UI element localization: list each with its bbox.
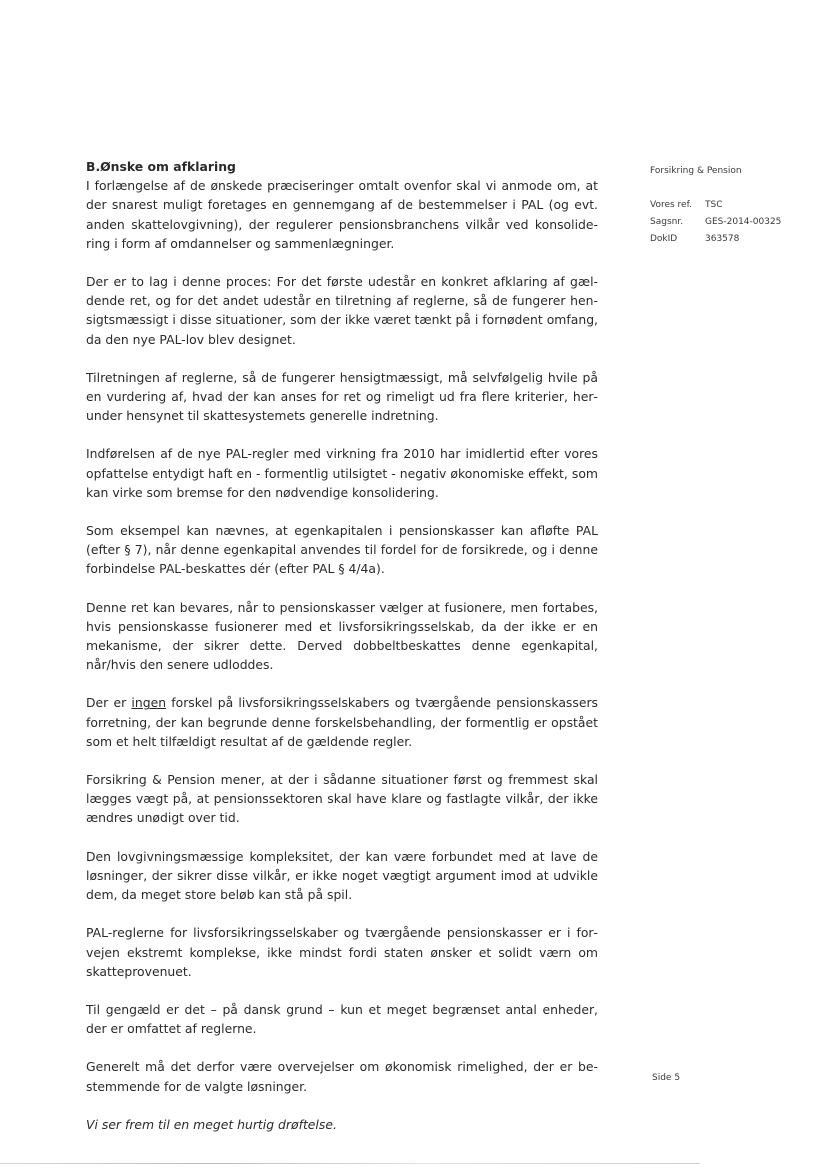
document-body [86, 157, 598, 1134]
page-number: Side 5 [652, 1073, 681, 1083]
paragraph-5: Som eksempel kan nævnes, at egenkapitalen i pensionskasser kan afløfte PAL (efter § 7), når denne egenkapital anvendes til fordel for de forsikrede, og i denne forbindelse PAL-beskattes dér (efter PAL § 4/4a). [86, 523, 598, 577]
paragraph-10: PAL-reglerne for livsforsikringsselskaber og tværgående pensionskasser er i forvejen ekstremt komplekse, ikke mindst fordi staten ønsker et solidt værn om skatteprovenuet. [86, 925, 598, 979]
section-heading: B.Ønske om afklaring [86, 159, 236, 174]
paragraph-11: Til gengæld er det – på dansk grund – kun et meget begrænset antal enheder, der er omfattet af reglerne. [86, 1001, 598, 1037]
paragraph-2: Der er to lag i denne proces: For det første udestår en konkret afklaring af gældende ret, og for det andet udestår en tilretning af reglerne, så de fungerer hensigtsmæssigt i disse situationer, som der ikke været tænkt på i fornødent omfang, da den nye PAL-lov blev designet. [86, 274, 598, 347]
p7-after: forskel på livsforsikringsselskabers og tværgående pensionskassers forretning, der kan begrunde denne forskelsbehandling, der formentlig er opstået som et helt tilfældigt resultat af de gældende regler. [86, 695, 598, 749]
meta-value: 363578 [705, 234, 740, 244]
sidebar-org: Forsikring & Pension [650, 166, 742, 176]
meta-row-ref [650, 197, 820, 214]
meta-value: TSC [705, 200, 723, 210]
meta-label: DokID [650, 234, 678, 244]
closing-line: Vi ser frem til en meget hurtig drøftelse. [86, 1116, 337, 1132]
meta-label: Sagsnr. [650, 217, 684, 227]
meta-label: Vores ref. [650, 200, 692, 210]
paragraph-1: I forlængelse af de ønskede præciseringer omtalt ovenfor skal vi anmode om, at der snarest muligt foretages en gennemgang af de bestemmelser i PAL (og evt. anden skattelovgivning), der regulerer pensionsbranchens vilkår ved konsolidering i form af omdannelser og sammenlægninger. [86, 178, 598, 251]
sidebar-meta [650, 163, 820, 248]
paragraph-12: Generelt må det derfor være overvejelser om økonomisk rimelighed, der er bestemmende for de valgte løsninger. [86, 1059, 598, 1094]
paragraph-4: Indførelsen af de nye PAL-regler med virkning fra 2010 har imidlertid efter vores opfattelse entydigt haft en - formentlig utilsigtet - negativ økonomiske effekt, som kan virke som bremse for den nødvendige konsolidering. [86, 446, 598, 500]
meta-row-dokid [650, 231, 820, 248]
paragraph-8: Forsikring & Pension mener, at der i sådanne situationer først og fremmest skal lægges vægt på, at pensionssektoren skal have klare og fastlagte vilkår, der ikke ændres unødigt over tid. [86, 772, 598, 826]
paragraph-3: Tilretningen af reglerne, så de fungerer hensigtmæssigt, må selvfølgelig hvile på en vurdering af, hvad der kan anses for ret og rimeligt ud fra flere kriterier, herunder hensynet til skattesystemets generelle indretning. [86, 369, 598, 424]
p7-before: Der er [86, 695, 132, 711]
p7-underlined: ingen [131, 695, 167, 711]
paragraph-7 [86, 693, 598, 751]
scan-edge-line [0, 1163, 700, 1164]
paragraph-9: Den lovgivningsmæssige kompleksitet, der kan være forbundet med at lave de løsninger, der sikrer disse vilkår, er ikke noget vægtigt argument imod at udvikle dem, da meget store beløb kan stå på spil. [86, 848, 598, 903]
meta-value: GES-2014-00325 [705, 217, 782, 227]
paragraph-6: Denne ret kan bevares, når to pensionskasser vælger at fusionere, men fortabes, hvis pensionskasse fusionerer med et livsforsikringsselskab, da der ikke er en mekanisme, der sikrer dette. Derved dobbeltbeskattes denne egenkapital, når/hvis den senere udloddes. [86, 599, 598, 673]
meta-row-sagsnr [650, 214, 820, 231]
